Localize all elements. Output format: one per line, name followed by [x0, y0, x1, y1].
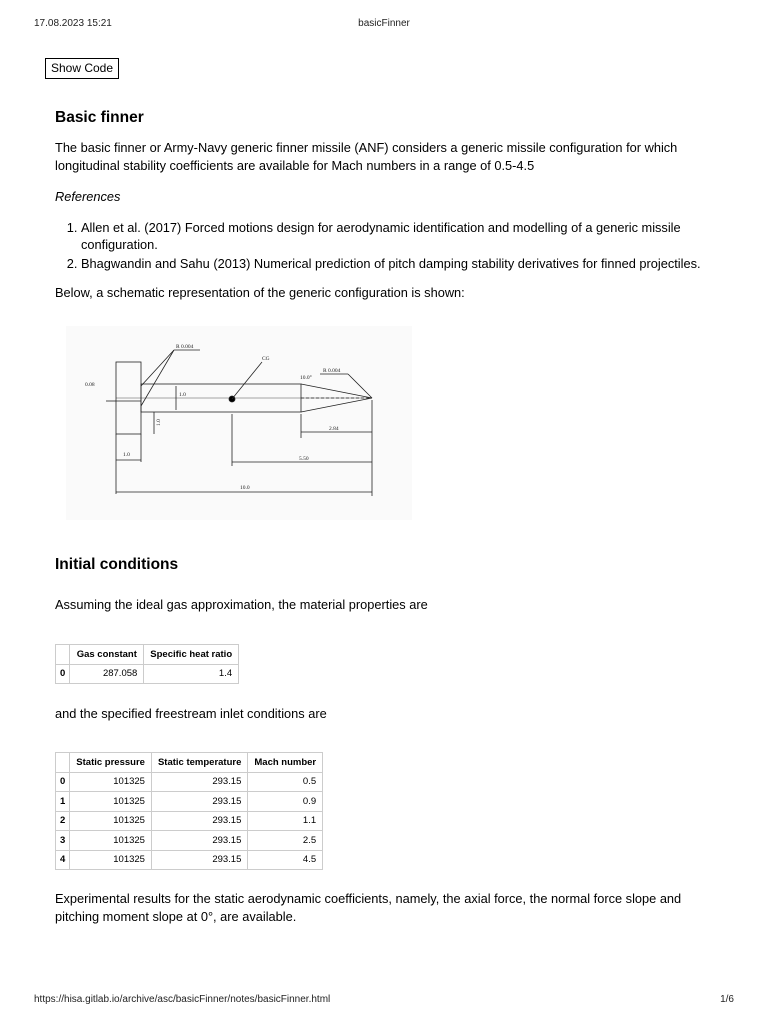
table-cell: 293.15 — [151, 850, 247, 870]
cg-leader — [232, 362, 262, 399]
freestream-intro: and the specified freestream inlet conditions are — [55, 706, 327, 721]
fin-span-label: 1.0 — [156, 419, 162, 426]
table-cell: 1.1 — [248, 811, 323, 831]
row-index: 4 — [56, 850, 70, 870]
show-code-button[interactable]: Show Code — [45, 58, 119, 79]
fin-thickness-label: 0.08 — [85, 382, 95, 388]
table-header — [56, 753, 70, 773]
missile-schematic — [66, 326, 412, 520]
fin-radius-leader — [141, 350, 174, 406]
material-properties-table — [55, 644, 239, 684]
table-cell: 0.9 — [248, 792, 323, 812]
reference-item: 2. Bhagwandin and Sahu (2013) Numerical prediction of pitch damping stability derivatives for finned projectiles. — [81, 255, 731, 272]
table-row — [56, 664, 239, 684]
table-cell: 101325 — [70, 811, 152, 831]
table-cell: 1.4 — [144, 664, 239, 684]
fin-radius-leader — [141, 350, 174, 386]
material-intro: Assuming the ideal gas approximation, the material properties are — [55, 597, 428, 612]
nose-length-label: 2.84 — [329, 426, 339, 432]
freestream-conditions-table — [55, 752, 323, 870]
table-header-row — [56, 753, 323, 773]
nose-radius-label: R 0.004 — [323, 368, 341, 374]
section-heading-basic-finner: Basic finner — [55, 109, 144, 126]
table-cell: 293.15 — [151, 772, 247, 792]
table-cell: 293.15 — [151, 792, 247, 812]
row-index: 0 — [56, 664, 70, 684]
table-header: Specific heat ratio — [144, 645, 239, 665]
table-cell: 101325 — [70, 792, 152, 812]
print-footer — [0, 994, 768, 1008]
row-index: 1 — [56, 792, 70, 812]
print-url: https://hisa.gitlab.io/archive/asc/basicFinner/notes/basicFinner.html — [34, 994, 331, 1005]
table-header — [56, 645, 70, 665]
total-length-label: 10.0 — [240, 485, 250, 491]
row-index: 0 — [56, 772, 70, 792]
table-header: Static temperature — [151, 753, 247, 773]
cg-pos-label: 5.50 — [299, 456, 309, 462]
fin-chord-label: 1.0 — [123, 452, 130, 458]
nose-angle-label: 10.0° — [300, 375, 312, 381]
references-label: References — [55, 189, 121, 204]
print-title: basicFinner — [358, 18, 410, 29]
print-header — [0, 18, 768, 32]
table-row — [56, 792, 323, 812]
diameter-label: 1.0 — [179, 392, 186, 398]
experimental-paragraph: Experimental results for the static aerodynamic coefficients, namely, the axial force, the normal force slope and pitching moment slope at 0°, are available. — [55, 891, 682, 924]
table-row — [56, 811, 323, 831]
table-cell: 2.5 — [248, 831, 323, 851]
table-header: Mach number — [248, 753, 323, 773]
table-row — [56, 850, 323, 870]
intro-paragraph: The basic finner or Army-Navy generic finner missile (ANF) considers a generic missile configuration for which longitudinal stability coefficients are available for Mach numbers in a range of 0.5-4.5 — [55, 140, 678, 173]
print-datetime: 17.08.2023 15:21 — [34, 18, 112, 29]
table-header: Gas constant — [70, 645, 144, 665]
table-cell: 101325 — [70, 831, 152, 851]
row-index: 2 — [56, 811, 70, 831]
table-header-row — [56, 645, 239, 665]
nose-radius-leader — [348, 374, 372, 398]
section-heading-initial-conditions: Initial conditions — [55, 556, 179, 573]
table-cell: 287.058 — [70, 664, 144, 684]
table-cell: 4.5 — [248, 850, 323, 870]
table-cell: 0.5 — [248, 772, 323, 792]
table-header: Static pressure — [70, 753, 152, 773]
reference-item: 1. Allen et al. (2017) Forced motions design for aerodynamic identification and modelling of a generic missile configuration. — [81, 219, 731, 253]
table-cell: 293.15 — [151, 811, 247, 831]
references-list — [81, 219, 731, 274]
cg-label: CG — [262, 356, 270, 362]
fin-radius-label: R 0.004 — [176, 344, 194, 350]
table-cell: 101325 — [70, 850, 152, 870]
table-cell: 293.15 — [151, 831, 247, 851]
missile-schematic-figure — [66, 326, 412, 520]
table-row — [56, 772, 323, 792]
table-cell: 101325 — [70, 772, 152, 792]
schematic-intro: Below, a schematic representation of the generic configuration is shown: — [55, 285, 465, 300]
row-index: 3 — [56, 831, 70, 851]
page-number: 1/6 — [720, 994, 734, 1005]
table-row — [56, 831, 323, 851]
